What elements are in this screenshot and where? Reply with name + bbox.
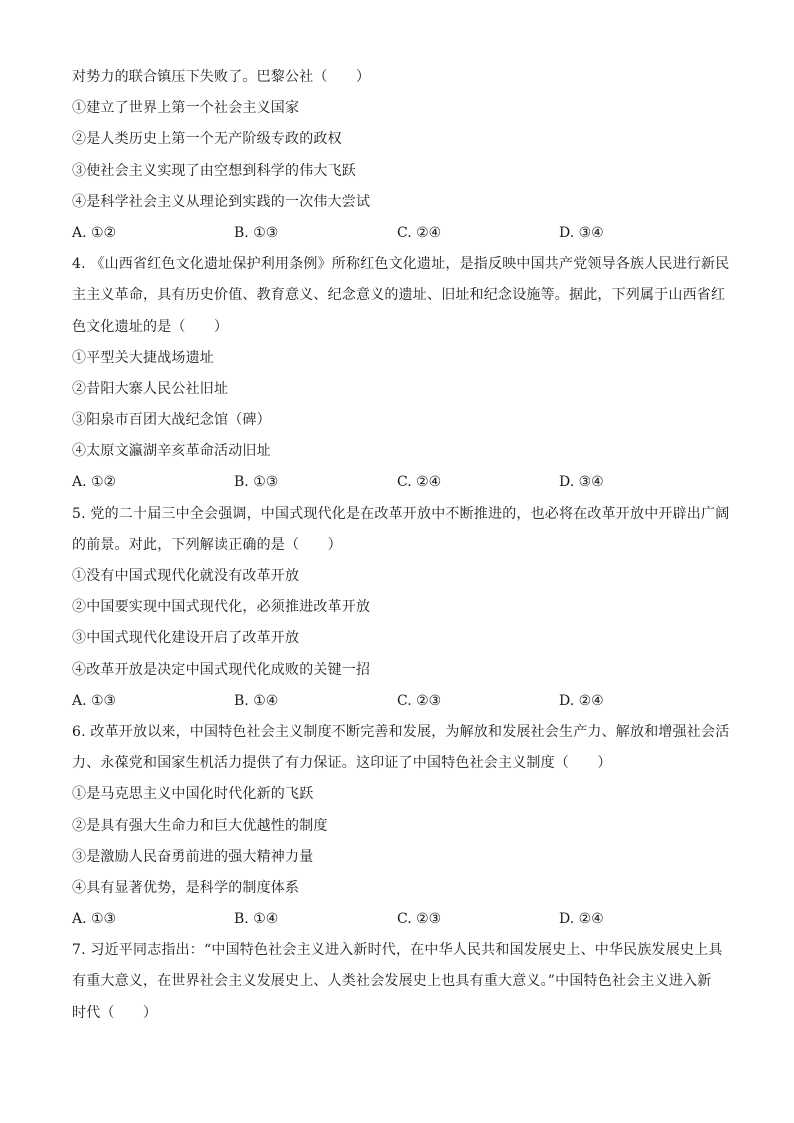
option-b: B. ①④ [234,911,279,928]
question-stem-line: 力、永葆党和国家生机活力提供了有力保证。这印证了中国特色社会主义制度（ ） [72,755,612,772]
statement-item: ③阳泉市百团大战纪念馆（碑） [72,412,271,429]
answer-options [72,904,722,935]
question-stem-line: 的前景。对此，下列解读正确的是（ ） [72,536,342,553]
question-stem-line: 4. 《山西省红色文化遗址保护利用条例》所称红色文化遗址，是指反映中国共产党领导各族人民进行新民 [72,256,730,273]
question-7 [72,935,722,1029]
option-c: C. ②④ [397,224,442,241]
option-a: A. ①③ [72,911,117,928]
option-c: C. ②③ [397,911,442,928]
option-b: B. ①④ [234,692,279,709]
statement-item: ①是马克思主义中国化时代化新的飞跃 [72,786,314,803]
statement-item: ②中国要实现中国式现代化，必须推进改革开放 [72,599,371,616]
statement-item: ④改革开放是决定中国式现代化成败的关键一招 [72,661,371,678]
question-stem-line: 时代（ ） [72,1004,158,1021]
statement-item: ③是激励人民奋勇前进的强大精神力量 [72,848,314,865]
option-d: D. ③④ [559,474,604,491]
question-stem-line: 色文化遗址的是（ ） [72,318,229,335]
option-d: D. ③④ [559,224,604,241]
statement-item: ①建立了世界上第一个社会主义国家 [72,100,300,117]
statement-item: ②是具有强大生命力和巨大优越性的制度 [72,817,328,834]
answer-options [72,686,722,717]
option-b: B. ①③ [234,224,279,241]
statement-item: ②昔阳大寨人民公社旧址 [72,380,229,397]
question-5 [72,499,730,717]
option-d: D. ②④ [559,692,604,709]
statement-item: ④是科学社会主义从理论到实践的一次伟大尝试 [72,193,371,210]
question-stem-line: 6. 改革开放以来，中国特色社会主义制度不断完善和发展，为解放和发展社会生产力、解放和增强社会活 [72,723,730,740]
statement-item: ②是人类历史上第一个无产阶级专政的政权 [72,131,342,148]
option-c: C. ②③ [397,692,442,709]
statement-item: ④具有显著优势，是科学的制度体系 [72,879,300,896]
question-4 [72,249,730,499]
option-a: A. ①③ [72,692,117,709]
question-stem-line: 5. 党的二十届三中全会强调，中国式现代化是在改革开放中不断推进的，也必将在改革开放中开辟出广阔 [72,505,730,522]
statement-item: ①平型关大捷战场遗址 [72,349,214,366]
answer-options [72,218,722,249]
question-stem-line: 主主义革命，具有历史价值、教育意义、纪念意义的遗址、旧址和纪念设施等。据此，下列属于山西省红 [72,287,726,304]
answer-options [72,467,722,498]
question-3-continuation [72,62,722,249]
question-stem-line: 对势力的联合镇压下失败了。巴黎公社（ ） [72,69,371,85]
question-stem-line: 有重大意义，在世界社会主义发展史上、人类社会发展史上也具有重大意义。”中国特色社会主义进入新 [72,973,712,990]
question-stem-line: 7. 习近平同志指出：“中国特色社会主义进入新时代，在中华人民共和国发展史上、中华民族发展史上具 [72,942,723,959]
option-a: A. ①② [72,474,117,491]
option-a: A. ①② [72,224,117,241]
statement-item: ④太原文瀛湖辛亥革命活动旧址 [72,443,271,460]
statement-item: ①没有中国式现代化就没有改革开放 [72,568,300,584]
statement-item: ③使社会主义实现了由空想到科学的伟大飞跃 [72,162,356,179]
exam-page [72,62,730,1029]
option-d: D. ②④ [559,911,604,928]
statement-item: ③中国式现代化建设开启了改革开放 [72,630,300,647]
option-b: B. ①③ [234,474,279,491]
option-c: C. ②④ [397,474,442,491]
question-6 [72,717,730,935]
